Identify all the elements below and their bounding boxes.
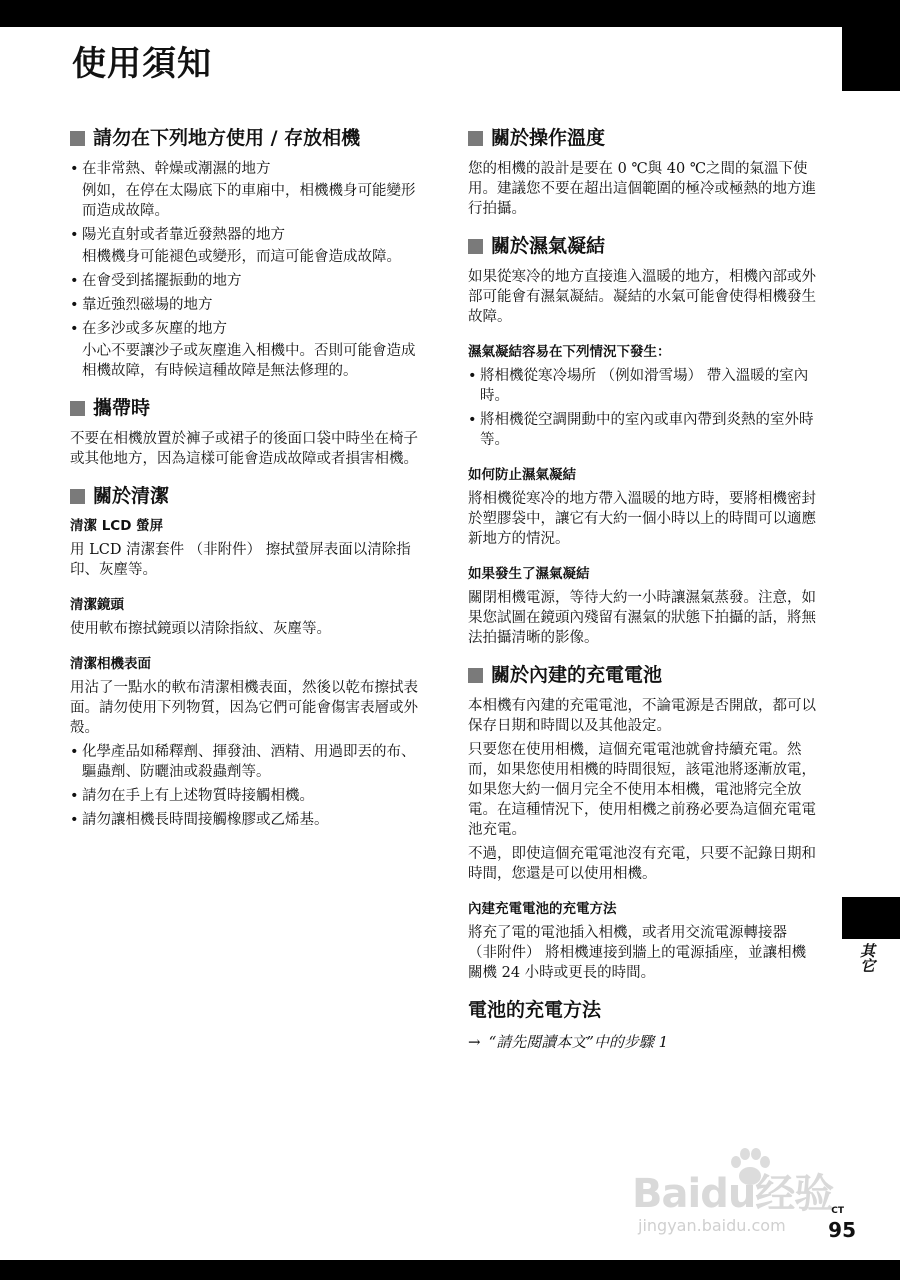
list-item: • 請勿讓相機長時間接觸橡膠或乙烯基。: [70, 810, 420, 830]
heading-square-icon: [70, 401, 85, 416]
section-charging: [468, 997, 818, 1053]
side-label: 其它: [858, 943, 876, 973]
condensation-body: 如果從寒冷的地方直接進入溫暖的地方，相機內部或外部可能會有濕氣凝結。凝結的水氣可能會使得相機發生故障。: [468, 269, 816, 325]
watermark: [632, 1148, 842, 1240]
lens-body: 使用軟布擦拭鏡頭以清除指紋、灰塵等。: [70, 621, 331, 637]
condensation-list: [468, 366, 818, 450]
bottom-black-bar: [0, 1260, 900, 1280]
list-item: • 在非常熱、幹燥或潮濕的地方 例如，在停在太陽底下的車廂中，相機機身可能變形而造成故障。: [70, 159, 420, 221]
section-carrying: [70, 395, 420, 469]
heading-square-icon: [468, 239, 483, 254]
corner-tab: [842, 27, 900, 91]
subheading-if-occurs: 如果發生了濕氣凝結: [468, 566, 590, 582]
list-item: • 請勿在手上有上述物質時接觸相機。: [70, 786, 420, 806]
list-item: • 化學產品如稀釋劑、揮發油、酒精、用過即丟的布、驅蟲劑、防曬油或殺蟲劑等。: [70, 742, 420, 782]
list-item: • 在會受到搖擺振動的地方: [70, 271, 420, 291]
section-heading: 關於操作溫度: [468, 125, 818, 151]
lcd-body: 用 LCD 清潔套件 （非附件） 擦拭螢屏表面以清除指印、灰塵等。: [70, 542, 411, 578]
storage-list: [70, 159, 420, 381]
section-storage: [70, 125, 420, 381]
watermark-sub: jingyan.baidu.com: [638, 1216, 786, 1235]
battery-body-2: 只要您在使用相機，這個充電電池就會持續充電。然而，如果您使用相機的時間很短，該電池將逐漸放電，如果您大約一個月完全不使用本相機，電池將完全放電。在這種情況下，使用相機之前務必要為這個充電電池充電。: [468, 742, 816, 838]
section-heading: 電池的充電方法: [468, 999, 602, 1021]
subheading-surface: 清潔相機表面: [70, 656, 151, 672]
battery-body-3: 不過，即使這個充電電池沒有充電，只要不記錄日期和時間，您還是可以使用相機。: [468, 846, 816, 882]
temperature-body: 您的相機的設計是要在 0 ℃與 40 ℃之間的氣溫下使用。建議您不要在超出這個範圍的極冷或極熱的地方進行拍攝。: [468, 161, 816, 217]
watermark-main: Baidu经验: [632, 1171, 834, 1217]
surface-body: 用沾了一點水的軟布清潔相機表面，然後以乾布擦拭表面。請勿使用下列物質，因為它們可能會傷害表層或外殼。: [70, 680, 418, 736]
top-black-bar: [0, 0, 900, 27]
section-temperature: [468, 125, 818, 219]
section-heading: 請勿在下列地方使用 / 存放相機: [70, 125, 420, 151]
list-item: • 陽光直射或者靠近發熱器的地方 相機機身可能褪色或變形，而這可能會造成故障。: [70, 225, 420, 267]
subheading-lcd: 清潔 LCD 螢屏: [70, 518, 164, 534]
section-heading: 攜帶時: [70, 395, 420, 421]
list-item: • 將相機從空調開動中的室內或車內帶到炎熱的室外時等。: [468, 410, 818, 450]
section-battery: [468, 662, 818, 983]
heading-square-icon: [468, 131, 483, 146]
heading-square-icon: [70, 489, 85, 504]
subheading-charge: 內建充電電池的充電方法: [468, 901, 617, 917]
section-heading: 關於濕氣凝結: [468, 233, 818, 259]
list-item: • 靠近強烈磁場的地方: [70, 295, 420, 315]
page-title: 使用須知: [72, 44, 212, 84]
carrying-body: 不要在相機放置於褲子或裙子的後面口袋中時坐在椅子或其他地方，因為這樣可能會造成故障或者損害相機。: [70, 431, 418, 467]
arrow-right-icon: →: [468, 1033, 481, 1051]
heading-square-icon: [468, 668, 483, 683]
list-item: • 將相機從寒冷場所 （例如滑雪場） 帶入溫暖的室內時。: [468, 366, 818, 406]
subheading-prevent: 如何防止濕氣凝結: [468, 467, 576, 483]
charge-body: 將充了電的電池插入相機，或者用交流電源轉接器 （非附件） 將相機連接到牆上的電源插座，並讓相機關機 24 小時或更長的時間。: [468, 925, 807, 981]
side-tab: [842, 897, 900, 939]
if-occurs-body: 關閉相機電源，等待大約一小時讓濕氣蒸發。注意，如果您試圖在鏡頭內殘留有濕氣的狀態下拍攝的話，將無法拍攝清晰的影像。: [468, 590, 816, 646]
subheading-lens: 清潔鏡頭: [70, 597, 124, 613]
heading-square-icon: [70, 131, 85, 146]
left-column: [70, 125, 420, 844]
page-number: 95: [828, 1218, 856, 1242]
list-item: • 在多沙或多灰塵的地方 小心不要讓沙子或灰塵進入相機中。否則可能會造成相機故障，有時候這種故障是無法修理的。: [70, 319, 420, 381]
subheading-occurs: 濕氣凝結容易在下列情況下發生：: [468, 344, 671, 360]
prevent-body: 將相機從寒冷的地方帶入溫暖的地方時，要將相機密封於塑膠袋中，讓它有大約一個小時以上的時間可以適應新地方的情況。: [468, 491, 816, 547]
section-cleaning: [70, 483, 420, 830]
section-heading: 關於清潔: [70, 483, 420, 509]
battery-body-1: 本相機有內建的充電電池，不論電源是否開啟，都可以保存日期和時間以及其他設定。: [468, 698, 816, 734]
page-language-code: CT: [831, 1206, 844, 1216]
section-condensation: [468, 233, 818, 648]
cleaning-list: [70, 742, 420, 830]
reference-link[interactable]: → “請先閱讀本文”中的步驟 1: [468, 1033, 669, 1051]
section-heading: 關於內建的充電電池: [468, 662, 818, 688]
right-column: [468, 125, 818, 1067]
